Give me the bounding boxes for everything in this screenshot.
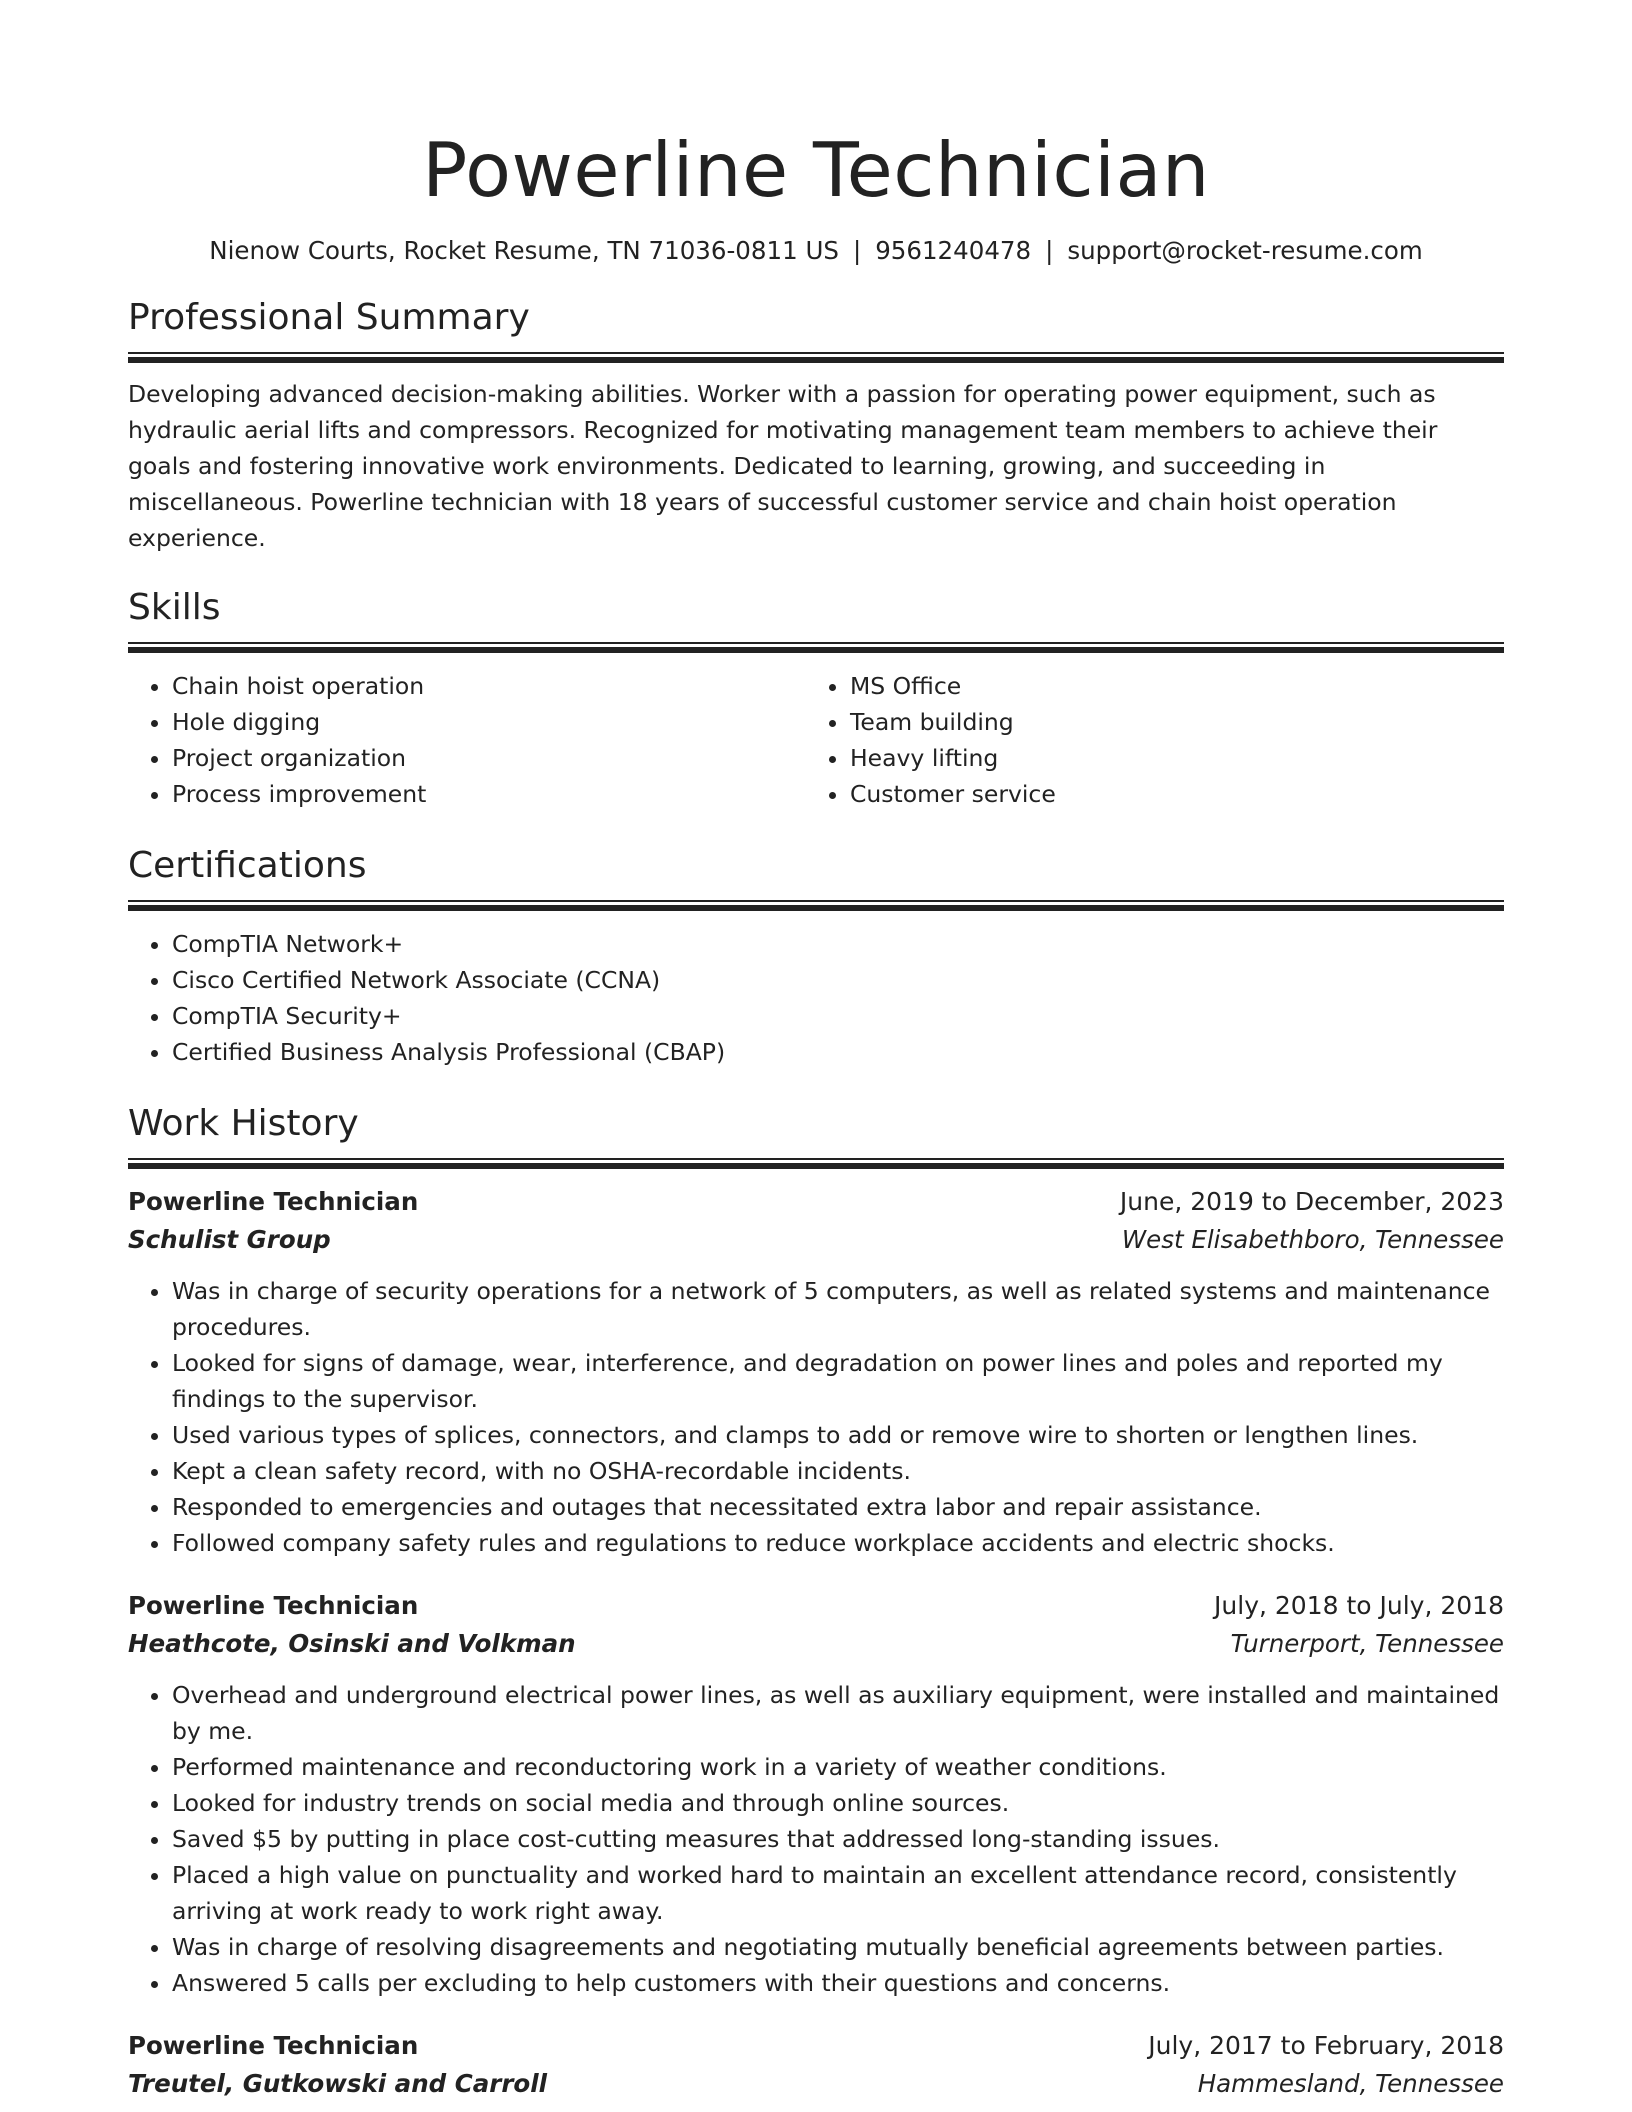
job-bullet: • Performed maintenance and reconductoring work in a variety of weather conditions. <box>172 1749 1504 1785</box>
contact-separator: | <box>852 236 862 265</box>
job-bullet: • Looked for signs of damage, wear, interference, and degradation on power lines and poles and reported my findings to the supervisor. <box>172 1345 1504 1417</box>
job-title: Powerline Technician <box>128 1591 419 1620</box>
skills-column-right <box>806 668 1484 812</box>
job-header <box>128 2027 1504 2065</box>
skills-list-right <box>806 668 1484 812</box>
contact-line <box>128 234 1504 268</box>
skill-item: • Process improvement <box>172 776 806 812</box>
skills-section <box>128 584 1504 812</box>
job-header <box>128 1587 1504 1625</box>
summary-section <box>128 294 1504 556</box>
job-bullet: • Looked for industry trends on social media and through online sources. <box>172 1785 1504 1821</box>
certifications-section <box>128 842 1504 1070</box>
certifications-list <box>128 926 1504 1070</box>
job-bullet: • Responded to emergencies and outages that necessitated extra labor and repair assistance. <box>172 1489 1504 1525</box>
summary-heading: Professional Summary <box>128 297 530 338</box>
job-subheader <box>128 2065 1504 2103</box>
job-title: Powerline Technician <box>128 1187 419 1216</box>
skill-item: • Team building <box>850 704 1484 740</box>
certifications-heading: Certifications <box>128 845 367 886</box>
skill-item: • Project organization <box>172 740 806 776</box>
contact-phone: 9561240478 <box>875 236 1032 265</box>
skills-list-left <box>128 668 806 812</box>
job-dates: July, 2017 to February, 2018 <box>1148 2031 1504 2060</box>
certification-item: • CompTIA Security+ <box>172 998 1504 1034</box>
certification-item: • Cisco Certified Network Associate (CCNA) <box>172 962 1504 998</box>
job-bullet: • Overhead and underground electrical power lines, as well as auxiliary equipment, were installed and maintained by me. <box>172 1677 1504 1749</box>
job-bullet: • Was in charge of resolving disagreements and negotiating mutually beneficial agreements between parties. <box>172 1929 1504 1965</box>
job-bullet: • Followed company safety rules and regulations to reduce workplace accidents and electric shocks. <box>172 1525 1504 1561</box>
job-bullet: • Kept a clean safety record, with no OSHA-recordable incidents. <box>172 1453 1504 1489</box>
job-bullet: • Was in charge of security operations for a network of 5 computers, as well as related systems and maintenance procedures. <box>172 1273 1504 1345</box>
job-entry <box>128 1587 1504 2001</box>
work-history-section <box>128 1100 1504 2103</box>
job-header <box>128 1183 1504 1221</box>
job-bullet: • Answered 5 calls per excluding to help customers with their questions and concerns. <box>172 1965 1504 2001</box>
job-location: West Elisabethboro, Tennessee <box>1121 1225 1504 1254</box>
summary-text: Developing advanced decision-making abilities. Worker with a passion for operating power equipment, such as hydraulic aerial lifts and compressors. Recognized for motivating management team members to achieve their goals and fostering innovative work environments. Dedicated to learning, growing, and succeeding in miscellaneous. Powerline technician with 18 years of successful customer service and chain hoist operation experience. <box>128 380 1438 552</box>
section-divider <box>128 900 1504 911</box>
skills-columns <box>128 668 1504 812</box>
resume-page <box>128 0 1504 2103</box>
job-subheader <box>128 1221 1504 1259</box>
job-bullet: • Placed a high value on punctuality and worked hard to maintain an excellent attendance record, consistently arriving at work ready to work right away. <box>172 1857 1504 1929</box>
skill-item: • Hole digging <box>172 704 806 740</box>
section-divider <box>128 642 1504 653</box>
job-dates: June, 2019 to December, 2023 <box>1119 1187 1504 1216</box>
certification-item: • Certified Business Analysis Professional (CBAP) <box>172 1034 1504 1070</box>
job-bullet: • Used various types of splices, connectors, and clamps to add or remove wire to shorten or lengthen lines. <box>172 1417 1504 1453</box>
job-location: Turnerport, Tennessee <box>1230 1629 1504 1658</box>
contact-separator: | <box>1045 236 1054 265</box>
job-bullets <box>128 1677 1504 2001</box>
job-company: Heathcote, Osinski and Volkman <box>128 1629 576 1658</box>
job-company: Treutel, Gutkowski and Carroll <box>128 2069 548 2098</box>
job-entry <box>128 1183 1504 1561</box>
job-bullet: • Saved $5 by putting in place cost-cutting measures that addressed long-standing issues. <box>172 1821 1504 1857</box>
skill-item: • Customer service <box>850 776 1484 812</box>
skills-column-left <box>128 668 806 812</box>
contact-email: support@rocket-resume.com <box>1067 236 1423 265</box>
job-entry <box>128 2027 1504 2103</box>
skills-heading: Skills <box>128 587 221 628</box>
job-location: Hammesland, Tennessee <box>1197 2069 1504 2098</box>
job-dates: July, 2018 to July, 2018 <box>1214 1591 1504 1620</box>
work-history-heading: Work History <box>128 1103 359 1144</box>
certification-item: • CompTIA Network+ <box>172 926 1504 962</box>
section-divider <box>128 352 1504 363</box>
job-company: Schulist Group <box>128 1225 331 1254</box>
job-bullets <box>128 1273 1504 1561</box>
candidate-name: Powerline Technician <box>422 126 1210 214</box>
contact-address: Nienow Courts, Rocket Resume, TN 71036-0811 US <box>209 236 839 265</box>
skill-item: • MS Office <box>850 668 1484 704</box>
job-subheader <box>128 1625 1504 1663</box>
job-title: Powerline Technician <box>128 2031 419 2060</box>
section-divider <box>128 1158 1504 1169</box>
skill-item: • Chain hoist operation <box>172 668 806 704</box>
skill-item: • Heavy lifting <box>850 740 1484 776</box>
